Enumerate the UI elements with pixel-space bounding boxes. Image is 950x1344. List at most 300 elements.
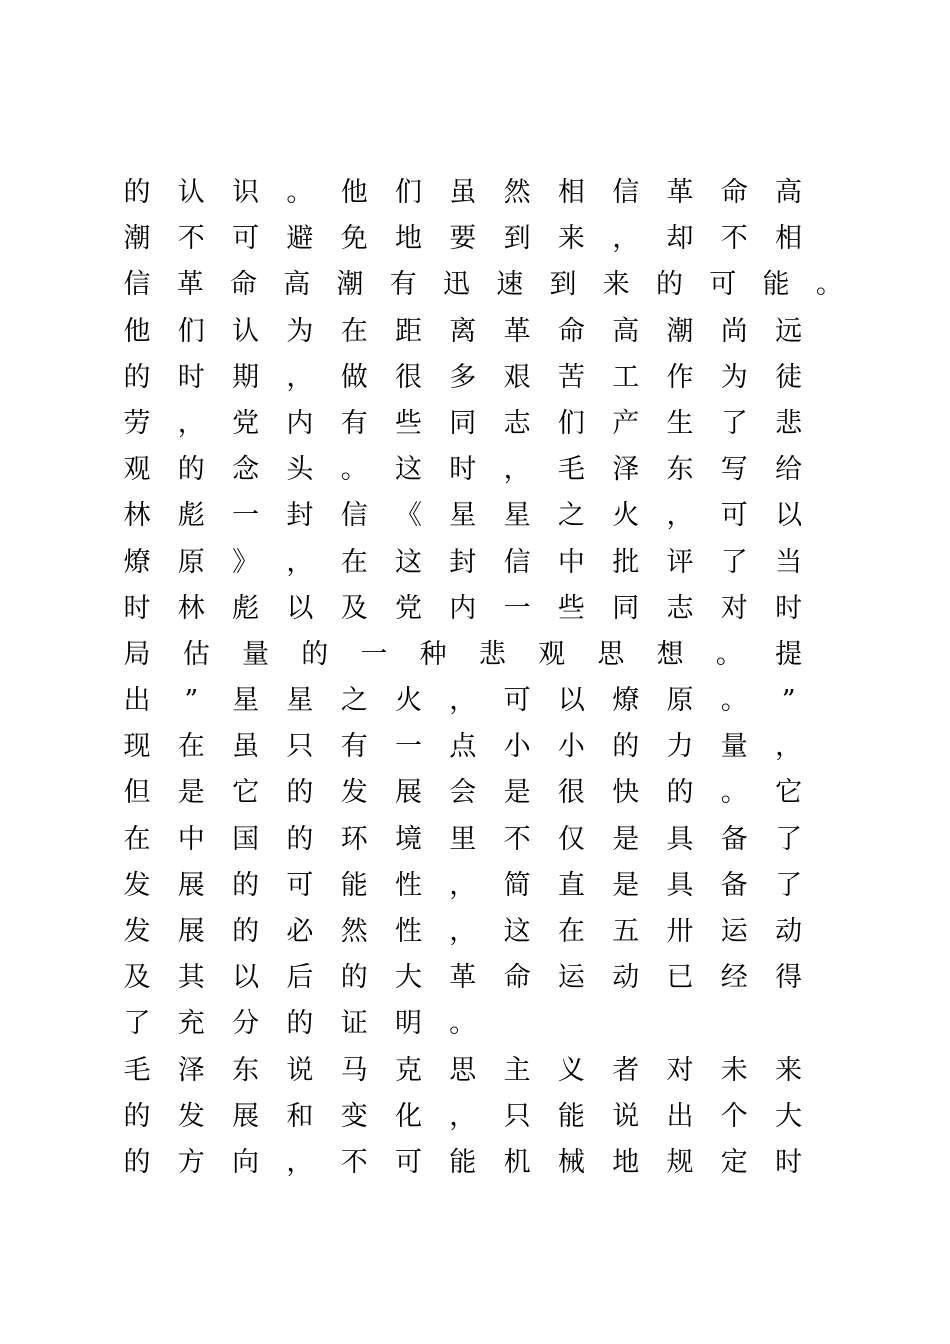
text-char: ，: [286, 361, 314, 393]
text-char: 虽: [449, 177, 477, 208]
text-char: 到: [549, 269, 577, 301]
text-line: [124, 447, 814, 493]
text-char: 林: [123, 500, 151, 532]
text-char: 了: [775, 869, 803, 901]
text-char: ，: [612, 223, 640, 255]
text-char: 生: [666, 407, 694, 439]
text-char: 的: [666, 777, 694, 809]
text-char: 给: [775, 454, 803, 486]
text-char: 内: [449, 592, 477, 624]
text-char: 这: [395, 546, 422, 578]
text-char: 很: [557, 777, 585, 809]
text-char: 要: [449, 223, 477, 255]
text-char: 泽: [177, 1054, 205, 1086]
text-char: 个: [720, 1100, 748, 1132]
text-char: 了: [775, 823, 803, 855]
text-line: [124, 309, 814, 355]
text-char: 只: [503, 1100, 531, 1132]
text-char: 这: [503, 916, 531, 947]
text-char: 种: [419, 638, 447, 670]
text-char: 化: [395, 1100, 422, 1132]
text-char: 必: [286, 916, 314, 947]
text-char: 同: [449, 407, 477, 439]
text-char: 小: [503, 731, 531, 763]
text-char: 小: [557, 731, 585, 763]
text-char: 不: [503, 823, 531, 855]
text-char: 的: [232, 869, 260, 901]
text-char: ，: [286, 1146, 314, 1178]
text-char: 以: [775, 500, 803, 532]
text-char: ，: [449, 685, 477, 717]
text-char: 能: [449, 1146, 477, 1178]
text-char: 及: [340, 592, 368, 624]
text-char: ，: [177, 407, 205, 439]
text-char: 。: [340, 454, 368, 486]
text-char: 志: [503, 407, 531, 439]
text-char: 》: [232, 546, 260, 578]
text-char: 们: [177, 315, 205, 347]
text-char: 变: [340, 1100, 368, 1132]
text-char: 潮: [123, 223, 151, 255]
text-char: 动: [612, 962, 640, 994]
text-char: 泽: [612, 454, 640, 486]
text-char: 分: [232, 1008, 260, 1040]
text-char: 离: [449, 315, 477, 347]
text-line: [124, 1094, 814, 1140]
text-char: 相: [775, 223, 803, 255]
text-line: [124, 863, 814, 909]
text-char: 可: [286, 869, 314, 901]
text-char: 他: [340, 177, 368, 208]
text-char: 在: [340, 546, 368, 578]
text-char: 向: [232, 1146, 260, 1178]
text-char: 地: [395, 223, 422, 255]
text-char: 同: [612, 592, 640, 624]
text-char: 为: [720, 361, 748, 393]
text-char: 期: [232, 361, 260, 393]
text-char: 明: [395, 1008, 422, 1040]
text-char: 地: [612, 1146, 640, 1178]
text-char: ，: [449, 916, 477, 947]
text-char: 距: [395, 315, 422, 347]
text-char: 在: [177, 731, 205, 763]
text-line: [124, 170, 814, 216]
text-char: 观: [538, 638, 566, 670]
text-char: 大: [395, 962, 422, 994]
text-char: 五: [612, 916, 640, 947]
text-char: 时: [775, 1146, 803, 1178]
text-char: 的: [286, 1008, 314, 1040]
text-char: 信: [503, 546, 531, 578]
text-char: 了: [720, 546, 748, 578]
text-line: [124, 540, 814, 586]
text-char: 速: [496, 269, 524, 301]
text-char: 信: [612, 177, 640, 208]
text-char: 彪: [177, 500, 205, 532]
text-char: 燎: [612, 685, 640, 717]
text-char: 机: [503, 1146, 531, 1178]
text-char: 迅: [443, 269, 471, 301]
text-char: 可: [709, 269, 737, 301]
text-char: 高: [612, 315, 640, 347]
text-char: 党: [395, 592, 422, 624]
text-char: 得: [775, 962, 803, 994]
text-line: [124, 724, 814, 770]
text-char: ，: [449, 869, 477, 901]
text-line: [124, 770, 814, 816]
text-char: 有: [340, 731, 368, 763]
text-char: 在: [557, 916, 585, 947]
text-char: 。: [815, 269, 843, 301]
text-line: [124, 493, 814, 539]
text-char: 虽: [232, 731, 260, 763]
document-body: [123, 170, 843, 1186]
text-char: 免: [340, 223, 368, 255]
text-char: 高: [283, 269, 311, 301]
text-char: 来: [602, 269, 630, 301]
text-line: [124, 909, 814, 955]
text-char: 苦: [557, 361, 585, 393]
text-char: 及: [123, 962, 151, 994]
text-line: [124, 586, 814, 632]
text-char: 一: [232, 500, 260, 532]
text-char: 可: [232, 223, 260, 255]
text-char: 的: [286, 777, 314, 809]
text-char: 认: [232, 315, 260, 347]
text-char: 定: [720, 1146, 748, 1178]
text-char: 的: [656, 269, 684, 301]
text-char: 克: [395, 1054, 422, 1086]
text-char: 规: [666, 1146, 694, 1178]
text-char: 后: [286, 962, 314, 994]
text-char: 可: [720, 500, 748, 532]
text-char: 。: [720, 777, 748, 809]
text-char: 的: [340, 962, 368, 994]
text-char: 国: [232, 823, 260, 855]
text-char: 提: [775, 638, 803, 670]
text-char: 命: [503, 962, 531, 994]
text-char: 了: [123, 1008, 151, 1040]
text-char: 命: [720, 177, 748, 208]
text-char: 革: [176, 269, 204, 301]
text-char: 星: [232, 685, 260, 717]
text-char: 《: [395, 500, 422, 532]
text-char: 展: [232, 1100, 260, 1132]
text-char: 林: [177, 592, 205, 624]
text-char: 。: [720, 685, 748, 717]
text-char: 运: [720, 916, 748, 947]
text-char: 说: [286, 1054, 314, 1086]
text-char: 之: [340, 685, 368, 717]
text-char: 发: [123, 916, 151, 947]
text-char: 作: [666, 361, 694, 393]
text-char: 想: [656, 638, 684, 670]
text-char: 能: [557, 1100, 585, 1132]
text-char: 里: [449, 823, 477, 855]
text-char: 内: [286, 407, 314, 439]
text-char: 的: [123, 1100, 151, 1132]
text-char: 来: [775, 1054, 803, 1086]
text-char: 艰: [503, 361, 531, 393]
text-char: 量: [720, 731, 748, 763]
text-char: 了: [720, 407, 748, 439]
text-char: 他: [123, 315, 151, 347]
text-char: 火: [395, 685, 422, 717]
text-char: 不: [720, 223, 748, 255]
text-char: 认: [177, 177, 205, 208]
text-char: 之: [557, 500, 585, 532]
text-char: 信: [340, 500, 368, 532]
text-char: 火: [612, 500, 640, 532]
text-char: 然: [340, 916, 368, 947]
text-char: 充: [177, 1008, 205, 1040]
text-char: 的: [232, 916, 260, 947]
text-char: 时: [123, 592, 151, 624]
text-char: 的: [123, 361, 151, 393]
text-char: ”: [184, 685, 199, 717]
text-char: 它: [775, 777, 803, 809]
text-char: 然: [503, 177, 531, 208]
text-char: 工: [612, 361, 640, 393]
text-char: 对: [720, 592, 748, 624]
text-char: 志: [666, 592, 694, 624]
text-char: 是: [612, 823, 640, 855]
text-char: 只: [286, 731, 314, 763]
text-char: 有: [389, 269, 417, 301]
text-line: [124, 632, 814, 678]
text-char: 展: [177, 869, 205, 901]
text-char: ，: [286, 546, 314, 578]
text-char: 们: [557, 407, 585, 439]
text-char: 能: [762, 269, 790, 301]
text-char: 出: [123, 685, 151, 717]
text-char: 简: [503, 869, 531, 901]
text-char: 以: [557, 685, 585, 717]
text-char: 已: [666, 962, 694, 994]
text-char: 性: [395, 916, 422, 947]
text-char: 一: [395, 731, 422, 763]
text-char: 发: [177, 1100, 205, 1132]
text-char: 性: [395, 869, 422, 901]
text-char: 当: [775, 546, 803, 578]
text-char: 的: [123, 177, 151, 208]
text-char: 革: [449, 962, 477, 994]
text-char: 不: [177, 223, 205, 255]
text-char: 产: [612, 407, 640, 439]
text-char: 思: [449, 1054, 477, 1086]
text-char: 在: [123, 823, 151, 855]
text-char: 大: [775, 1100, 803, 1132]
text-char: 的: [612, 731, 640, 763]
text-char: 的: [301, 638, 329, 670]
text-char: 者: [612, 1054, 640, 1086]
text-line: [124, 1048, 814, 1094]
text-char: 点: [449, 731, 477, 763]
text-line: [123, 262, 843, 308]
text-char: 力: [666, 731, 694, 763]
text-char: 却: [666, 223, 694, 255]
text-char: 义: [557, 1054, 585, 1086]
text-char: 毛: [557, 454, 585, 486]
text-char: 备: [720, 823, 748, 855]
text-char: 徒: [775, 361, 803, 393]
text-char: 主: [503, 1054, 531, 1086]
text-char: 中: [557, 546, 585, 578]
text-char: 彪: [232, 592, 260, 624]
text-char: 以: [286, 592, 314, 624]
text-char: 。: [715, 638, 743, 670]
text-char: 批: [612, 546, 640, 578]
text-char: 其: [177, 962, 205, 994]
text-char: 。: [286, 177, 314, 208]
text-char: 多: [449, 361, 477, 393]
text-char: 的: [123, 1146, 151, 1178]
text-char: 潮: [666, 315, 694, 347]
text-char: 和: [286, 1100, 314, 1132]
text-char: 会: [449, 777, 477, 809]
text-line: [124, 1001, 814, 1047]
text-char: 远: [775, 315, 803, 347]
text-char: 相: [557, 177, 585, 208]
text-char: 在: [340, 315, 368, 347]
text-char: 来: [557, 223, 585, 255]
text-char: 仅: [557, 823, 585, 855]
text-char: ，: [503, 454, 531, 486]
text-char: 动: [775, 916, 803, 947]
text-char: 但: [123, 777, 151, 809]
text-char: 原: [177, 546, 205, 578]
text-char: 劳: [123, 407, 151, 439]
text-char: 可: [503, 685, 531, 717]
text-char: 做: [340, 361, 368, 393]
text-char: 观: [123, 454, 151, 486]
text-char: 有: [340, 407, 368, 439]
text-char: 封: [449, 546, 477, 578]
text-line: [124, 955, 814, 1001]
text-char: 局: [123, 638, 151, 670]
text-char: 械: [557, 1146, 585, 1178]
text-char: 可: [395, 1146, 422, 1178]
text-char: 的: [177, 454, 205, 486]
text-char: ，: [666, 500, 694, 532]
text-char: 未: [720, 1054, 748, 1086]
text-char: 一: [360, 638, 388, 670]
text-char: 马: [340, 1054, 368, 1086]
text-char: 是: [177, 777, 205, 809]
text-char: 革: [503, 315, 531, 347]
text-char: 写: [720, 454, 748, 486]
text-char: 潮: [336, 269, 364, 301]
text-char: 命: [557, 315, 585, 347]
text-char: 时: [177, 361, 205, 393]
text-char: 评: [666, 546, 694, 578]
text-char: ，: [449, 1100, 477, 1132]
text-char: 经: [720, 962, 748, 994]
text-char: 东: [232, 1054, 260, 1086]
text-char: 具: [666, 869, 694, 901]
text-line: [124, 817, 814, 863]
text-char: 些: [395, 407, 422, 439]
text-char: 封: [286, 500, 314, 532]
text-char: 们: [395, 177, 422, 208]
text-char: 东: [666, 454, 694, 486]
text-line: [124, 355, 814, 401]
text-char: 它: [232, 777, 260, 809]
text-char: 革: [666, 177, 694, 208]
text-char: 星: [449, 500, 477, 532]
text-char: 很: [395, 361, 422, 393]
text-line: [124, 1140, 814, 1186]
text-char: 尚: [720, 315, 748, 347]
text-char: 具: [666, 823, 694, 855]
text-char: 以: [232, 962, 260, 994]
text-char: 发: [340, 777, 368, 809]
text-char: 直: [557, 869, 585, 901]
text-line: [124, 401, 814, 447]
text-char: 命: [230, 269, 257, 301]
text-char: 为: [286, 315, 314, 347]
text-char: 说: [612, 1100, 640, 1132]
text-char: ”: [781, 685, 796, 717]
text-char: 头: [286, 454, 314, 486]
text-char: 这: [395, 454, 422, 486]
text-char: 时: [449, 454, 477, 486]
text-char: 卅: [666, 916, 694, 947]
text-char: 出: [666, 1100, 694, 1132]
text-char: 思: [597, 638, 625, 670]
text-char: 星: [503, 500, 531, 532]
text-char: 些: [557, 592, 585, 624]
text-char: 环: [340, 823, 368, 855]
text-char: 方: [177, 1146, 205, 1178]
text-char: 星: [286, 685, 314, 717]
text-char: 是: [503, 777, 531, 809]
text-char: 是: [612, 869, 640, 901]
text-char: 发: [123, 869, 151, 901]
text-char: 的: [286, 823, 314, 855]
text-char: 量: [241, 638, 269, 670]
text-char: 备: [720, 869, 748, 901]
text-char: 悲: [478, 638, 506, 670]
text-char: 一: [503, 592, 531, 624]
text-char: 识: [232, 177, 260, 208]
text-char: 悲: [775, 407, 803, 439]
text-char: 不: [340, 1146, 368, 1178]
text-char: 原: [666, 685, 694, 717]
text-char: 高: [775, 177, 803, 208]
text-char: 估: [182, 638, 210, 670]
text-line: [124, 678, 814, 724]
text-char: 展: [177, 916, 205, 947]
text-char: 境: [395, 823, 422, 855]
text-char: 快: [612, 777, 640, 809]
text-char: 展: [395, 777, 422, 809]
text-char: ，: [775, 731, 803, 763]
text-char: 。: [449, 1008, 477, 1040]
text-char: 燎: [123, 546, 151, 578]
text-char: 证: [340, 1008, 368, 1040]
text-char: 毛: [123, 1054, 151, 1086]
text-char: 到: [503, 223, 531, 255]
text-char: 现: [123, 731, 151, 763]
text-char: 对: [666, 1054, 694, 1086]
text-char: 中: [177, 823, 205, 855]
text-char: 运: [557, 962, 585, 994]
text-char: 念: [232, 454, 260, 486]
text-char: 党: [232, 407, 260, 439]
text-char: 能: [340, 869, 368, 901]
text-char: 信: [123, 269, 151, 301]
